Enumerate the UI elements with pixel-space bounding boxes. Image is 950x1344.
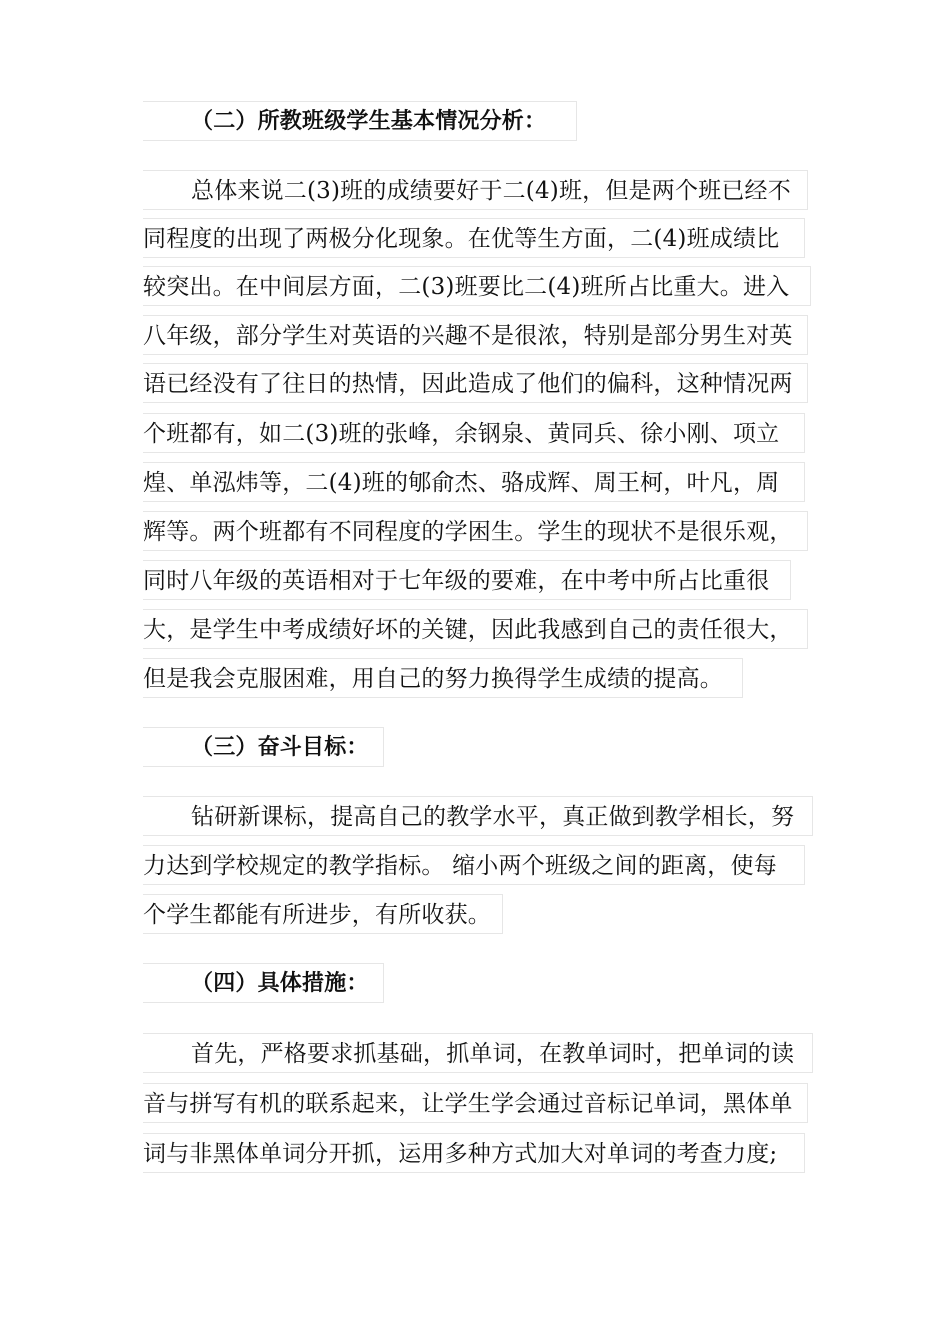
paragraph-line: 个学生都能有所进步，有所收获。 bbox=[143, 894, 503, 934]
paragraph-line: 煌、单泓炜等，二(4)班的郇俞杰、骆成辉、周王柯，叶凡，周 bbox=[143, 462, 805, 502]
paragraph-line: 力达到学校规定的教学指标。 缩小两个班级之间的距离，使每 bbox=[143, 845, 805, 885]
section-heading: （二）所教班级学生基本情况分析： bbox=[143, 101, 577, 141]
paragraph-line: 大，是学生中考成绩好坏的关键，因此我感到自己的责任很大， bbox=[143, 609, 808, 649]
section-heading: （四）具体措施： bbox=[143, 963, 384, 1003]
paragraph-line: 八年级，部分学生对英语的兴趣不是很浓，特别是部分男生对英 bbox=[143, 315, 808, 355]
paragraph-line: 音与拼写有机的联系起来，让学生学会通过音标记单词，黑体单 bbox=[143, 1083, 808, 1123]
paragraph-line: 语已经没有了往日的热情，因此造成了他们的偏科，这种情况两 bbox=[143, 363, 808, 403]
paragraph-line: 较突出。在中间层方面，二(3)班要比二(4)班所占比重大。进入 bbox=[143, 266, 811, 306]
paragraph-line: 同程度的出现了两极分化现象。在优等生方面，二(4)班成绩比 bbox=[143, 218, 805, 258]
paragraph-line: 同时八年级的英语相对于七年级的要难，在中考中所占比重很 bbox=[143, 560, 791, 600]
paragraph-line: 个班都有，如二(3)班的张峰，余钢泉、黄同兵、徐小刚、项立 bbox=[143, 413, 805, 453]
paragraph-line: 词与非黑体单词分开抓，运用多种方式加大对单词的考查力度; bbox=[143, 1133, 805, 1173]
paragraph-line: 辉等。两个班都有不同程度的学困生。学生的现状不是很乐观， bbox=[143, 511, 808, 551]
paragraph-line: 首先，严格要求抓基础，抓单词，在教单词时，把单词的读 bbox=[143, 1033, 813, 1073]
paragraph-line: 钻研新课标，提高自己的教学水平，真正做到教学相长，努 bbox=[143, 796, 813, 836]
paragraph-line: 总体来说二(3)班的成绩要好于二(4)班，但是两个班已经不 bbox=[143, 170, 808, 210]
paragraph-line: 但是我会克服困难，用自己的努力换得学生成绩的提高。 bbox=[143, 658, 743, 698]
section-heading: （三）奋斗目标： bbox=[143, 727, 384, 767]
